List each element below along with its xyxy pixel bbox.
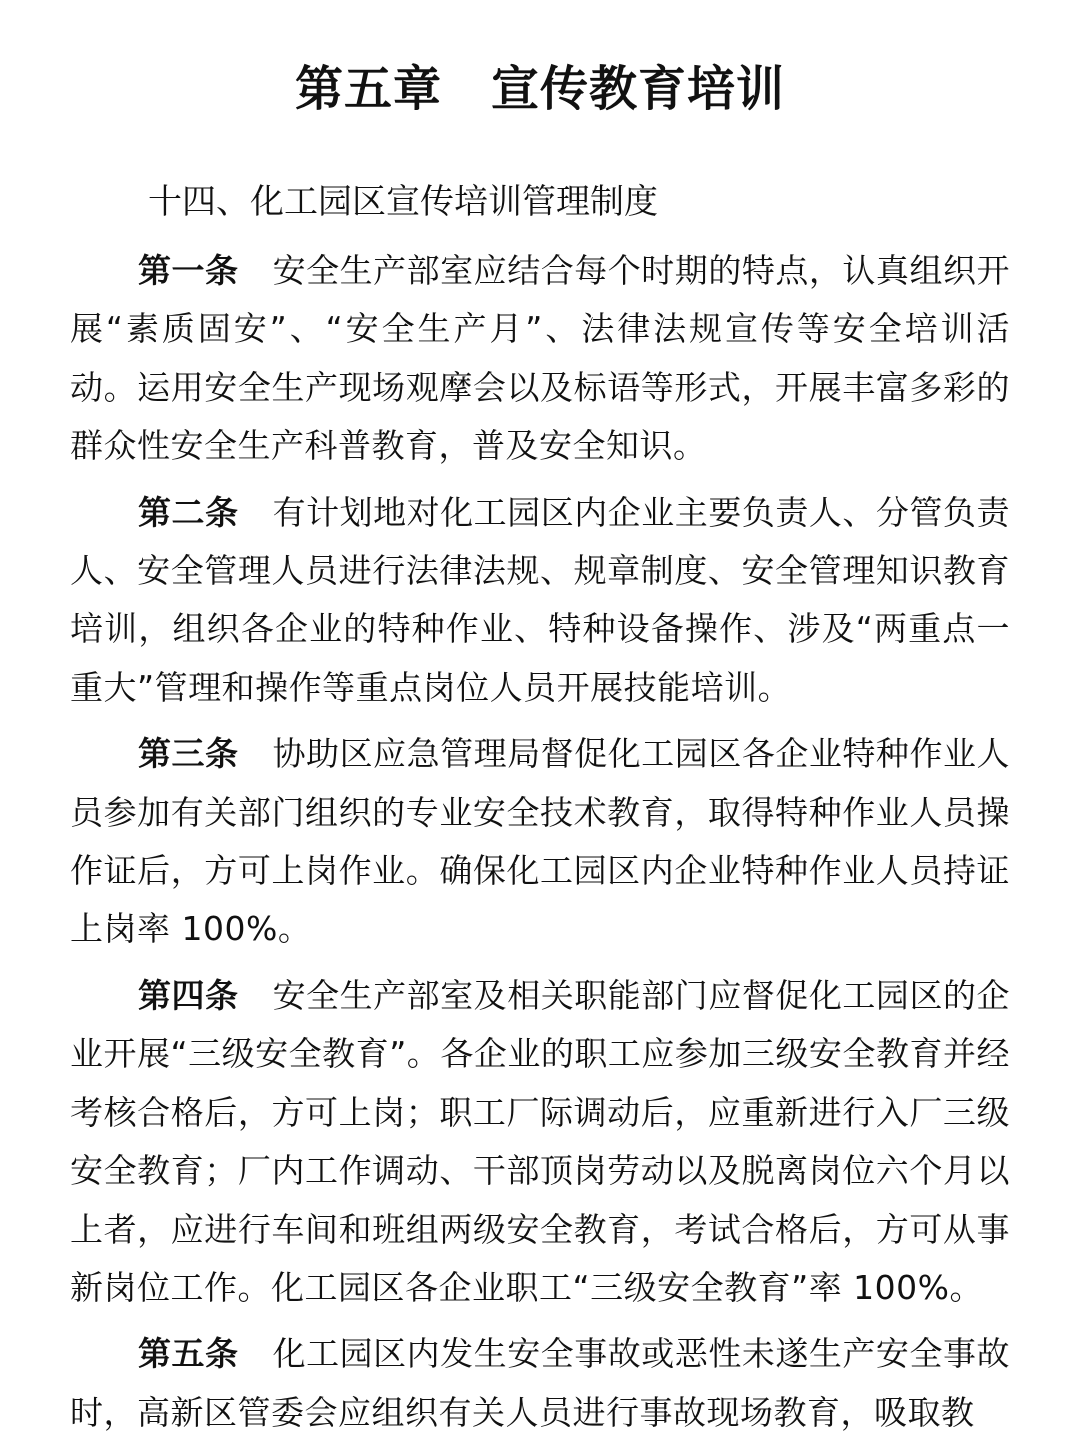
- article-3: [70, 725, 1010, 959]
- article-label: 第四条: [138, 975, 239, 1015]
- chapter-title: 第五章 宣传教育培训: [294, 61, 785, 117]
- article-label: 第一条: [138, 251, 239, 290]
- article-label: 第二条: [138, 492, 239, 532]
- article-4: [70, 967, 1010, 1317]
- article-2: [70, 484, 1010, 718]
- article-text: 有计划地对化工园区内企业主要负责人、分管负责人、安全管理人员进行法律法规、规章制度、安全管理知识教育培训，组织各企业的特种作业、特种设备操作、涉及“两重点一重大”管理和操作等重点岗位人员开展技能培训。: [70, 492, 1010, 707]
- section-title: 十四、化工园区宣传培训管理制度: [148, 182, 658, 222]
- article-5: [70, 1325, 1010, 1442]
- article-label: 第五条: [138, 1334, 239, 1374]
- article-text: 安全生产部室应结合每个时期的特点，认真组织开展“素质固安”、“安全生产月”、法律法规宣传等安全培训活动。运用安全生产现场观摩会以及标语等形式，开展丰富多彩的群众性安全生产科普教育，普及安全知识。: [70, 251, 1010, 466]
- article-label: 第三条: [138, 734, 239, 774]
- article-text: 安全生产部室及相关职能部门应督促化工园区的企业开展“三级安全教育”。各企业的职工应参加三级安全教育并经考核合格后，方可上岗；职工厂际调动后，应重新进行入厂三级安全教育；厂内工作调动、干部顶岗劳动以及脱离岗位六个月以上者，应进行车间和班组两级安全教育，考试合格后，方可从事新岗位工作。化工园区各企业职工“三级安全教育”率 100%。: [70, 975, 1010, 1307]
- article-1: [70, 242, 1010, 476]
- article-text: 协助区应急管理局督促化工园区各企业特种作业人员参加有关部门组织的专业安全技术教育，取得特种作业人员操作证后，方可上岗作业。确保化工园区内企业特种作业人员持证上岗率 100%。: [70, 734, 1010, 949]
- article-text: 化工园区内发生安全事故或恶性未遂生产安全事故时，高新区管委会应组织有关人员进行事故现场教育，吸取教: [70, 1334, 1010, 1432]
